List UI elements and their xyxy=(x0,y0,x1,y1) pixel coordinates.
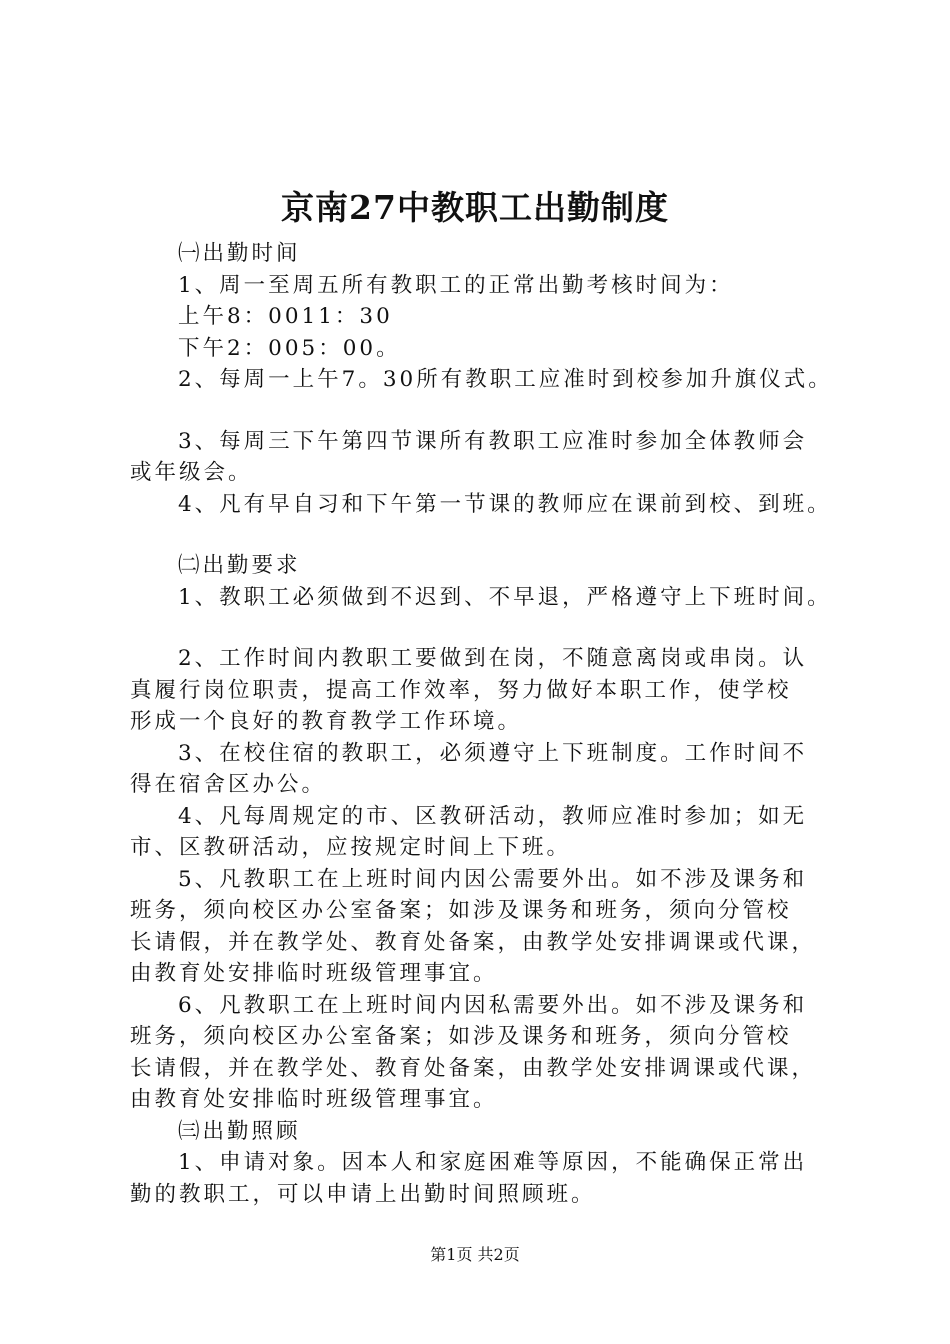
paragraph-gap xyxy=(130,520,830,550)
paragraph-line: 2、工作时间内教职工要做到在岗，不随意离岗或串岗。认 xyxy=(178,646,808,671)
paragraph-line: 真履行岗位职责，提高工作效率，努力做好本职工作，使学校 xyxy=(130,677,792,703)
document-title: 京南27中教职工出勤制度 xyxy=(281,188,669,227)
paragraph-line: 形成一个良好的教育教学工作环境。 xyxy=(130,709,523,734)
paragraph-line: 得在宿舍区办公。 xyxy=(130,772,327,797)
paragraph-line: 4、凡有早自习和下午第一节课的教师应在课前到校、到班。 xyxy=(178,491,832,517)
paragraph-line: 1、教职工必须做到不迟到、不早退，严格遵守上下班时间。 xyxy=(178,584,832,610)
paragraph-line: 或年级会。 xyxy=(130,460,253,485)
section-heading-attendance-requirements: ㈡出勤要求 xyxy=(178,553,301,578)
paragraph-line: 由教育处安排临时班级管理事宜。 xyxy=(130,961,498,986)
paragraph-line: 班务，须向校区办公室备案；如涉及课务和班务，须向分管校 xyxy=(130,1024,792,1049)
paragraph-line: 3、每周三下午第四节课所有教职工应准时参加全体教师会 xyxy=(178,428,808,454)
paragraph-line: 下午2：005：00。 xyxy=(178,335,401,361)
paragraph-gap xyxy=(130,396,830,426)
paragraph-line: 1、周一至周五所有教职工的正常出勤考核时间为： xyxy=(178,272,734,298)
paragraph-line: 上午8：0011：30 xyxy=(178,304,393,329)
paragraph-line: 1、申请对象。因本人和家庭困难等原因，不能确保正常出 xyxy=(178,1150,808,1175)
paragraph-line: 由教育处安排临时班级管理事宜。 xyxy=(130,1087,498,1112)
paragraph-line: 长请假，并在教学处、教育处备案，由教学处安排调课或代课， xyxy=(130,929,817,955)
paragraph-line: 市、区教研活动，应按规定时间上下班。 xyxy=(130,835,572,860)
paragraph-line: 2、每周一上午7。30所有教职工应准时到校参加升旗仪式。 xyxy=(178,367,833,392)
paragraph-line: 5、凡教职工在上班时间内因公需要外出。如不涉及课务和 xyxy=(178,866,808,892)
section-heading-attendance-time: ㈠出勤时间 xyxy=(178,241,301,266)
paragraph-line: 4、凡每周规定的市、区教研活动，教师应准时参加；如无 xyxy=(178,803,808,829)
section-heading-attendance-care: ㈢出勤照顾 xyxy=(178,1118,301,1144)
paragraph-line: 3、在校住宿的教职工，必须遵守上下班制度。工作时间不 xyxy=(178,740,808,766)
document-body xyxy=(130,238,833,1210)
paragraph-line: 6、凡教职工在上班时间内因私需要外出。如不涉及课务和 xyxy=(178,992,808,1018)
paragraph-line: 长请假，并在教学处、教育处备案，由教学处安排调课或代课， xyxy=(130,1055,817,1081)
paragraph-line: 班务，须向校区办公室备案；如涉及课务和班务，须向分管校 xyxy=(130,898,792,923)
page-number-footer: 第1页 共2页 xyxy=(430,1245,520,1264)
paragraph-line: 勤的教职工，可以申请上出勤时间照顾班。 xyxy=(130,1181,596,1207)
paragraph-gap xyxy=(130,613,830,643)
